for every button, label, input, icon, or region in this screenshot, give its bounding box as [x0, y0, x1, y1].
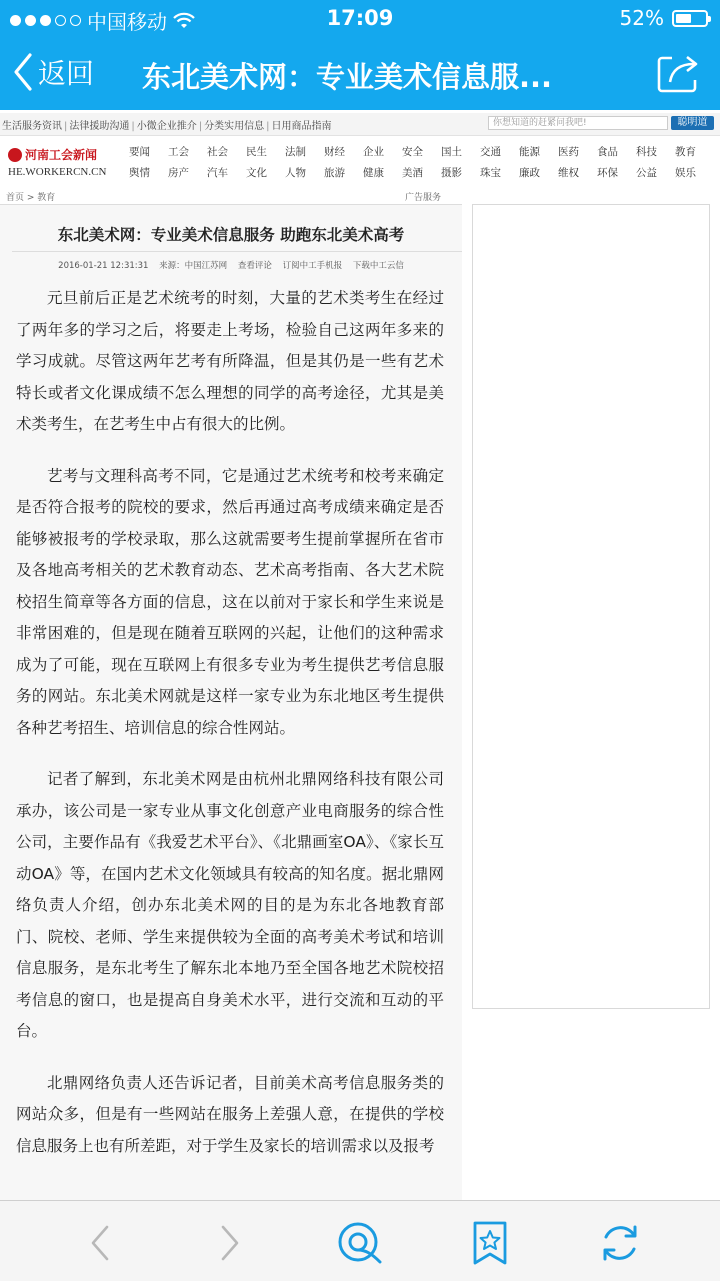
article-meta — [0, 259, 462, 271]
category-link[interactable]: 社会 — [207, 146, 228, 158]
clock: 17:09 — [326, 6, 394, 30]
category-link[interactable]: 文化 — [246, 167, 267, 179]
category-link[interactable]: 国土 — [441, 146, 462, 158]
article-paragraph: 艺考与文理科高考不同，它是通过艺术统考和校考来确定是否符合报考的院校的要求，然后再通过高考成绩来确定是否能够被报考的学校录取，那么这就需要考生提前掌握所在省市及各地高考相关的艺术教育动态、艺术高考指南、各大艺术院校招生简章等各方面的信息，这在以前对于家长和学生来说是非常困难的，但是现在随着互联网的兴起，让他们的这种需求成为了可能，现在互联网上有很多专业为考生提供艺考信息服务的网站。东北美术网就是这样一家专业为东北地区考生提供各种艺考招生、培训信息的综合性网站。 — [16, 466, 444, 737]
article-source: 来源：中国江苏网 — [159, 261, 228, 271]
site-search-input[interactable]: 你想知道的赶紧问我吧! — [488, 116, 668, 130]
category-link[interactable]: 能源 — [519, 146, 540, 158]
battery-icon — [672, 10, 708, 27]
category-nav — [120, 144, 716, 186]
site-search-button[interactable]: 聪明道 — [671, 116, 714, 130]
category-link[interactable]: 房产 — [168, 167, 189, 179]
subscribe-link[interactable]: 订阅中工手机报 — [282, 261, 343, 271]
ad-service-link[interactable]: 广告服务 — [404, 193, 441, 203]
browser-toolbar — [0, 1200, 720, 1281]
category-link[interactable]: 珠宝 — [480, 167, 501, 179]
link-separator: | — [131, 121, 135, 132]
category-link[interactable]: 维权 — [558, 167, 579, 179]
logo-mark-icon — [8, 148, 22, 162]
share-icon — [656, 52, 702, 94]
article-body — [16, 283, 444, 1182]
category-link[interactable]: 法制 — [285, 146, 306, 158]
uc-home-button[interactable] — [332, 1215, 388, 1271]
forward-nav-button[interactable] — [202, 1215, 258, 1271]
breadcrumb[interactable]: 首页 > 教育 — [6, 193, 56, 203]
article-date: 2016-01-21 12:31:31 — [58, 261, 149, 271]
top-link[interactable]: 分类实用信息 — [204, 121, 265, 132]
share-button[interactable] — [656, 52, 702, 98]
category-link[interactable]: 摄影 — [441, 167, 462, 179]
category-link[interactable]: 医药 — [558, 146, 579, 158]
breadcrumb-bar — [6, 190, 461, 203]
category-link[interactable]: 交通 — [480, 146, 501, 158]
page-title: 东北美术网：专业美术信息服... — [142, 60, 553, 94]
article-paragraph: 记者了解到，东北美术网是由杭州北鼎网络科技有限公司承办，该公司是一家专业从事文化创意产业电商服务的综合性公司，主要作品有《我爱艺术平台》、《北鼎画室OA》、《家长互动OA》等，在国内艺术文化领域具有较高的知名度。据北鼎网络负责人介绍，创办东北美术网的目的是为东北各地教育部门、院校、老师、学生来提供较为全面的高考美术考试和培训信息服务，是东北考生了解东北本地乃至全国各地艺术院校招考信息的窗口，也是提高自身美术水平，进行交流和互动的平台。 — [16, 770, 444, 1040]
category-link[interactable]: 旅游 — [324, 167, 345, 179]
refresh-button[interactable] — [592, 1215, 648, 1271]
back-button[interactable] — [12, 52, 94, 92]
category-link[interactable]: 企业 — [363, 146, 384, 158]
article-title: 东北美术网：专业美术信息服务 助跑东北美术高考 — [57, 226, 405, 244]
category-link[interactable]: 食品 — [597, 146, 618, 158]
category-row — [120, 165, 716, 186]
download-link[interactable]: 下载中工云信 — [352, 261, 404, 271]
category-link[interactable]: 人物 — [285, 167, 306, 179]
sidebar-ad-box — [472, 204, 710, 1009]
category-link[interactable]: 要闻 — [129, 146, 150, 158]
category-link[interactable]: 民生 — [246, 146, 267, 158]
back-nav-button[interactable] — [72, 1215, 128, 1271]
top-link[interactable]: 日用商品指南 — [271, 121, 332, 132]
link-separator: | — [64, 121, 68, 132]
site-logo[interactable] — [8, 146, 118, 180]
battery-percent: 52% — [619, 6, 664, 30]
top-link[interactable]: 生活服务资讯 — [2, 121, 62, 132]
status-bar — [0, 0, 720, 38]
back-arrow-icon — [87, 1223, 113, 1263]
refresh-icon — [598, 1221, 642, 1265]
category-link[interactable]: 工会 — [168, 146, 189, 158]
category-link[interactable]: 安全 — [402, 146, 423, 158]
nav-bar — [0, 38, 720, 110]
category-link[interactable]: 财经 — [324, 146, 345, 158]
article — [0, 204, 462, 1205]
category-row — [120, 144, 716, 165]
top-links-list — [2, 117, 332, 132]
article-paragraph: 元旦前后正是艺术统考的时刻，大量的艺术类考生在经过了两年多的学习之后，将要走上考场，检验自己这两年多来的学习成就。尽管这两年艺考有所降温，但是其仍是一些有艺术特长或者文化课成绩不怎么理想的同学的高考途径，尤其是美术类考生，在艺考生中占有很大的比例。 — [16, 289, 444, 433]
category-link[interactable]: 美酒 — [402, 167, 423, 179]
forward-arrow-icon — [217, 1223, 243, 1263]
chevron-left-icon — [12, 52, 34, 92]
bookmark-button[interactable] — [462, 1215, 518, 1271]
category-link[interactable]: 舆情 — [129, 167, 150, 179]
category-link[interactable]: 公益 — [636, 167, 657, 179]
view-comments-link[interactable]: 查看评论 — [237, 261, 272, 271]
back-label: 返回 — [38, 57, 95, 90]
category-link[interactable]: 教育 — [675, 146, 696, 158]
top-link[interactable]: 小微企业推介 — [136, 121, 197, 132]
category-link[interactable]: 廉政 — [519, 167, 540, 179]
link-separator: | — [266, 121, 270, 132]
title-divider — [12, 251, 462, 252]
logo-name: 河南工会新闻 — [25, 148, 98, 162]
category-link[interactable]: 健康 — [363, 167, 384, 179]
logo-domain: HE.WORKERCN.CN — [8, 166, 107, 178]
top-link[interactable]: 法律援助沟通 — [69, 121, 130, 132]
carrier-name: 中国移动 — [87, 10, 167, 34]
category-link[interactable]: 环保 — [597, 167, 618, 179]
bookmark-star-icon — [471, 1220, 509, 1266]
category-link[interactable]: 科技 — [636, 146, 657, 158]
category-link[interactable]: 汽车 — [207, 167, 228, 179]
link-separator: | — [198, 121, 203, 132]
article-paragraph: 北鼎网络负责人还告诉记者，目前美术高考信息服务类的网站众多，但是有一些网站在服务上差强人意，在提供的学校信息服务上也有所差距，对于学生及家长的培训需求以及报考 — [16, 1073, 444, 1155]
category-link[interactable]: 娱乐 — [675, 167, 696, 179]
battery-status — [620, 6, 708, 30]
site-top-links — [0, 113, 720, 136]
uc-logo-icon — [336, 1220, 384, 1266]
